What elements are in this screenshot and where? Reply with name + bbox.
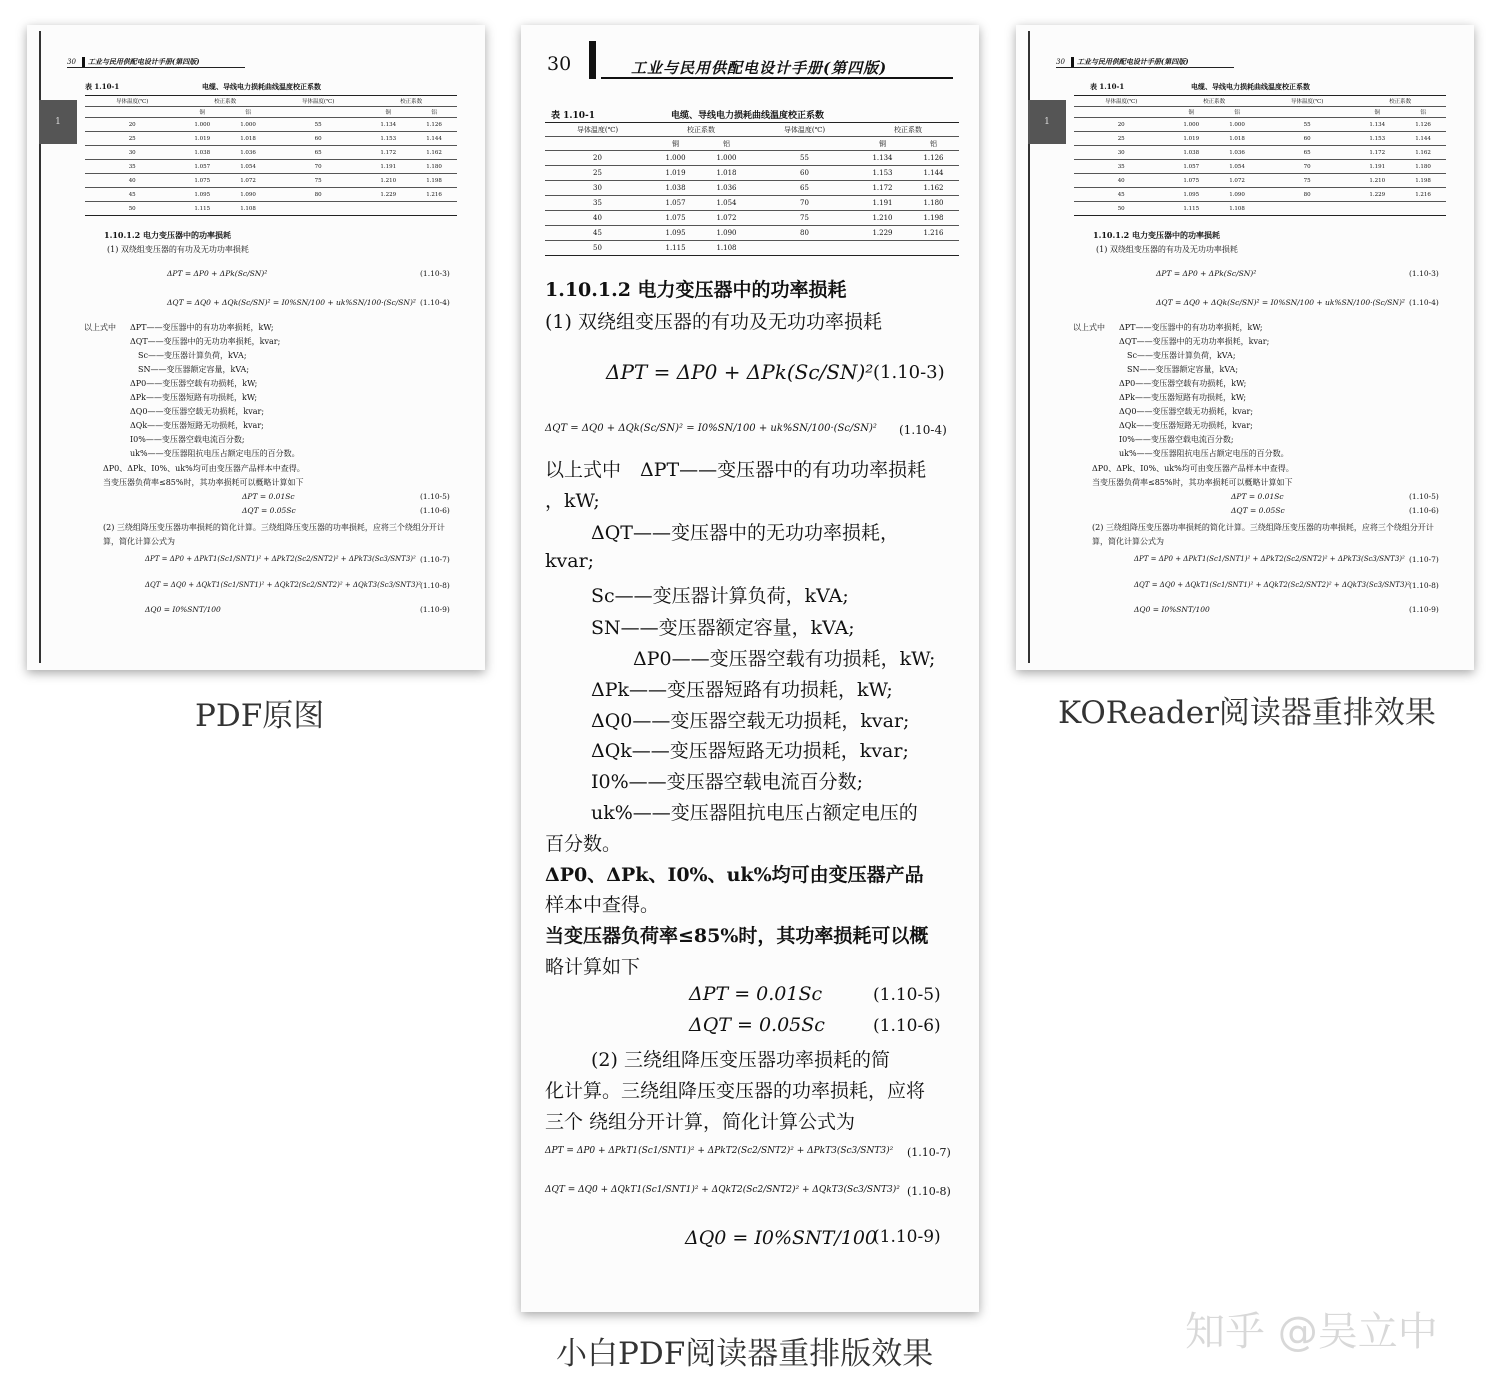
equation-8: ΔQT = ΔQ0 + ΔQkT1(Sc1/SNT1)² + ΔQkT2(Sc2/SNT2)² + ΔQkT3(Sc3/SNT3)² [1134,581,1410,589]
definition: I0%——变压器空载电流百分数; [1119,435,1234,444]
definition: ΔQT——变压器中的无功功率损耗，kvar; [130,337,281,346]
table-row: 45 1.095 1.090 80 1.229 1.216 [85,188,457,202]
header-rule [601,77,953,79]
page-number: 30 [67,58,76,66]
table-row: 35 1.057 1.054 70 1.191 1.180 [545,196,959,211]
table-row: 20 1.000 1.000 55 1.134 1.126 [545,151,959,166]
equation-number: (1.10-5) [1409,492,1439,501]
equation-number: (1.10-3) [873,362,945,383]
original-pdf-page [27,25,485,670]
th: 导体温度(℃) [85,96,179,107]
definition: I0%——变压器空载电流百分数; [130,435,245,444]
table-row: 20 1.000 1.000 55 1.134 1.126 [1074,118,1446,132]
reflow-page-xiaobai [521,25,979,1312]
correction-table: 导体温度(℃) 校正系数 导体温度(℃) 校正系数 铜 铝 铜 铝 20 1.000 1.000 55 1.134 1.126 25 1.019 1.018 60 1.153 1.144 30 1.038 1.036 65 1.172 1.162 35 1.057 1.054 70 1.191 1.180 40 1.075 1.072 75 1.210 1.198 45 1.095 1.090 80 1.229 1.216 50 1.115 1.108 [545,122,959,256]
table-row: 25 1.019 1.018 60 1.153 1.144 [545,166,959,181]
running-header [67,57,245,68]
definition: Sc——变压器计算负荷，kVA; [138,351,247,360]
table-label: 表 1.10-1 [1090,82,1125,91]
equation-number: (1.10-8) [907,1185,951,1198]
equation-number: (1.10-7) [420,555,450,564]
definition: ΔQk——变压器短路无功损耗，kvar; [591,740,909,762]
caption-xiaobai: 小白PDF阅读器重排版效果 [556,1336,934,1372]
note-2: 当变压器负荷率≤85%时，其功率损耗可以概略计算如下 [1092,478,1293,487]
subsection-1: (1) 双绕组变压器的有功及无功功率损耗 [1096,245,1238,254]
reflow-line: kvar; [545,550,595,572]
definition: uk%——变压器阻抗电压占额定电压的百分数。 [1119,449,1289,458]
equation-number: (1.10-9) [420,605,450,614]
reflow-line: ，kW; [545,490,600,512]
definition: ΔPk——变压器短路有功损耗，kW; [1119,393,1247,402]
table-row: 45 1.095 1.090 80 1.229 1.216 [545,226,959,241]
where-prefix: 以上式中 [1073,323,1105,332]
page-content [1016,25,1474,670]
table-row: 50 1.115 1.108 [545,241,959,256]
definition: ΔQ0——变压器空载无功损耗，kvar; [1119,407,1254,416]
table-row: 30 1.038 1.036 65 1.172 1.162 [545,181,959,196]
equation-4: ΔQT = ΔQ0 + ΔQk(Sc/SN)² = I0%SN/100 + uk%SN/100·(Sc/SN)² [1156,298,1405,307]
table-label: 表 1.10-1 [551,111,596,121]
equation-number: (1.10-6) [420,506,450,515]
definition: Sc——变压器计算负荷，kVA; [1127,351,1236,360]
equation-number: (1.10-3) [420,269,450,278]
table-title: 电缆、导线电力损耗曲线温度校正系数 [671,111,825,121]
note-2: 当变压器负荷率≤85%时，其功率损耗可以概略计算如下 [103,478,304,487]
equation-4: ΔQT = ΔQ0 + ΔQk(Sc/SN)² = I0%SN/100 + uk%SN/100·(Sc/SN)² [167,298,416,307]
equation-number: (1.10-9) [873,1227,941,1247]
equation-9: ΔQ0 = I0%SNT/100 [685,1227,878,1249]
reflow-line: 样本中查得。 [545,894,660,916]
subsection-1: (1) 双绕组变压器的有功及无功功率损耗 [107,245,249,254]
page-number: 30 [547,53,572,75]
subsection-2: (2) 三绕组降压变压器功率损耗的简化计算。三绕组降压变压器的功率损耗，应将三个绕组分开计算，简化计算公式为 [103,523,445,546]
definition: ΔQ0——变压器空载无功损耗，kvar; [591,710,910,732]
section-heading: 1.10.1.2 电力变压器中的功率损耗 [1093,230,1220,240]
reflow-page-koreader [1016,25,1474,670]
equation-number: (1.10-9) [1409,605,1439,614]
definition: SN——变压器额定容量，kVA; [138,365,250,374]
reflow-line: 以上式中 ΔPT——变压器中的有功功率损耗 [545,459,927,481]
definition: ΔP0——变压器空载有功损耗，kW; [1119,379,1247,388]
book-title: 工业与民用供配电设计手册(第四版) [1071,57,1189,67]
book-title: 工业与民用供配电设计手册(第四版) [631,59,888,77]
equation-number: (1.10-3) [1409,269,1439,278]
th: 铜 [365,107,411,118]
equation-number: (1.10-7) [907,1146,951,1159]
definition: ΔPk——变压器短路有功损耗，kW; [591,679,893,701]
note-1: ΔP0、ΔPk、I0%、uk%均可由变压器产品样本中查得。 [103,464,305,473]
th: 校正系数 [179,96,271,107]
correction-table [85,95,457,216]
subsection-1: (1) 双绕组变压器的有功及无功功率损耗 [545,311,882,333]
table-row: 35 1.057 1.054 70 1.191 1.180 [1074,160,1446,174]
reflow-line: ΔQT——变压器中的无功功率损耗， [591,522,899,544]
table-row: 50 1.115 1.108 [1074,202,1446,216]
equation-5: ΔPT = 0.01Sc [242,492,295,501]
book-title: 工业与民用供配电设计手册(第四版) [82,57,200,67]
section-heading: 1.10.1.2 电力变压器中的功率损耗 [545,279,847,301]
definition: ΔQk——变压器短路无功损耗，kvar; [130,421,264,430]
definition: ΔPT——变压器中的有功功率损耗，kW; [1119,323,1263,332]
th: 导体温度(℃) [271,96,365,107]
reflow-line: 百分数。 [545,833,622,855]
equation-3: ΔPT = ΔP0 + ΔPk(Sc/SN)² [1156,269,1257,278]
definition: I0%——变压器空载电流百分数; [591,771,864,793]
table-title: 电缆、导线电力损耗曲线温度校正系数 [202,82,321,91]
definition: SN——变压器额定容量，kVA; [591,617,855,639]
reflow-line: 化计算。三绕组降压变压器的功率损耗，应将 [545,1080,926,1102]
section-heading: 1.10.1.2 电力变压器中的功率损耗 [104,230,231,240]
correction-table: 导体温度(℃) 校正系数 导体温度(℃) 校正系数 铜 铝 铜 铝 20 1.000 1.000 55 1.134 1.126 25 1.019 1.018 60 1.153 1.144 30 1.038 1.036 65 1.172 1.162 35 1.057 1.054 70 1.191 1.180 40 1.075 1.072 75 1.210 1.198 45 1.095 1.090 80 1.229 1.216 50 1.115 1.108 [1074,95,1446,216]
equation-number: (1.10-4) [420,298,450,307]
definition: uk%——变压器阻抗电压占额定电压的 [591,802,918,824]
equation-8: ΔQT = ΔQ0 + ΔQkT1(Sc1/SNT1)² + ΔQkT2(Sc2/SNT2)² + ΔQkT3(Sc3/SNT3)² [545,1185,900,1195]
table-row: 25 1.019 1.018 60 1.153 1.144 [85,132,457,146]
reflow-line: 略计算如下 [545,956,641,978]
equation-number: (1.10-4) [1409,298,1439,307]
equation-number: (1.10-8) [1409,581,1439,590]
equation-6: ΔQT = 0.05Sc [242,506,296,515]
equation-5: ΔPT = 0.01Sc [1231,492,1284,501]
equation-7: ΔPT = ΔP0 + ΔPkT1(Sc1/SNT1)² + ΔPkT2(Sc2/SNT2)² + ΔPkT3(Sc3/SNT3)² [545,1146,894,1156]
definition: ΔQT——变压器中的无功功率损耗，kvar; [1119,337,1270,346]
equation-number: (1.10-6) [873,1016,941,1036]
definition: ΔPk——变压器短路有功损耗，kW; [130,393,258,402]
chapter-tab: 1 [1028,100,1066,144]
reflow-line: (2) 三绕组降压变压器功率损耗的简 [591,1049,890,1071]
equation-9: ΔQ0 = I0%SNT/100 [1134,605,1210,614]
table-row: 40 1.075 1.072 75 1.210 1.198 [545,211,959,226]
definition: uk%——变压器阻抗电压占额定电压的百分数。 [130,449,300,458]
equation-5: ΔPT = 0.01Sc [689,983,823,1005]
where-prefix: 以上式中 [84,323,116,332]
equation-4: ΔQT = ΔQ0 + ΔQk(Sc/SN)² = I0%SN/100 + uk%SN/100·(Sc/SN)² [545,423,877,434]
th: 校正系数 [365,96,457,107]
equation-3: ΔPT = ΔP0 + ΔPk(Sc/SN)² [606,360,874,384]
caption-original: PDF原图 [195,698,325,734]
definition: ΔQ0——变压器空载无功损耗，kvar; [130,407,265,416]
table-row: 25 1.019 1.018 60 1.153 1.144 [1074,132,1446,146]
equation-9: ΔQ0 = I0%SNT/100 [145,605,221,614]
table-row: 30 1.038 1.036 65 1.172 1.162 [1074,146,1446,160]
header-bar [589,41,596,79]
running-header [1056,57,1234,68]
table-row: 40 1.075 1.072 75 1.210 1.198 [1074,174,1446,188]
note-1: ΔP0、ΔPk、I0%、uk%均可由变压器产品样本中查得。 [1092,464,1294,473]
equation-number: (1.10-4) [899,423,947,437]
chapter-tab: 1 [39,100,77,144]
equation-number: (1.10-6) [1409,506,1439,515]
th: 铜 [179,107,225,118]
table-row: 20 1.000 1.000 55 1.134 1.126 [85,118,457,132]
equation-6: ΔQT = 0.05Sc [1231,506,1285,515]
equation-7: ΔPT = ΔP0 + ΔPkT1(Sc1/SNT1)² + ΔPkT2(Sc2/SNT2)² + ΔPkT3(Sc3/SNT3)² [1134,555,1405,563]
equation-3: ΔPT = ΔP0 + ΔPk(Sc/SN)² [167,269,268,278]
th: 铝 [411,107,457,118]
table-title: 电缆、导线电力损耗曲线温度校正系数 [1191,82,1310,91]
th: 铝 [225,107,271,118]
subsection-2: (2) 三绕组降压变压器功率损耗的简化计算。三绕组降压变压器的功率损耗，应将三个绕组分开计算，简化计算公式为 [1092,523,1434,546]
equation-7: ΔPT = ΔP0 + ΔPkT1(Sc1/SNT1)² + ΔPkT2(Sc2/SNT2)² + ΔPkT3(Sc3/SNT3)² [145,555,416,563]
reflow-line: 当变压器负荷率≤85%时，其功率损耗可以概 [545,925,929,947]
table-row: 50 1.115 1.108 [85,202,457,216]
definition: ΔP0——变压器空载有功损耗，kW; [130,379,258,388]
equation-6: ΔQT = 0.05Sc [689,1014,825,1036]
page-number: 30 [1056,58,1065,66]
definition: ΔQk——变压器短路无功损耗，kvar; [1119,421,1253,430]
equation-number: (1.10-8) [420,581,450,590]
definition: ΔPT——变压器中的有功功率损耗，kW; [130,323,274,332]
table-label: 表 1.10-1 [85,82,120,91]
caption-koreader: KOReader阅读器重排效果 [1058,695,1436,731]
equation-number: (1.10-5) [420,492,450,501]
equation-number: (1.10-5) [873,985,941,1005]
equation-number: (1.10-7) [1409,555,1439,564]
equation-8: ΔQT = ΔQ0 + ΔQkT1(Sc1/SNT1)² + ΔQkT2(Sc2/SNT2)² + ΔQkT3(Sc3/SNT3)² [145,581,421,589]
page-content [27,25,485,670]
table-row: 40 1.075 1.072 75 1.210 1.198 [85,174,457,188]
watermark: 知乎 @吴立中 [1185,1309,1438,1355]
definition: ΔP0——变压器空载有功损耗，kW; [633,648,936,670]
definition: SN——变压器额定容量，kVA; [1127,365,1239,374]
reflow-line: 三个 绕组分开计算，简化计算公式为 [545,1111,856,1133]
reflow-line: ΔP0、ΔPk、I0%、uk%均可由变压器产品 [545,864,924,886]
table-row: 30 1.038 1.036 65 1.172 1.162 [85,146,457,160]
table-row: 35 1.057 1.054 70 1.191 1.180 [85,160,457,174]
table-row: 45 1.095 1.090 80 1.229 1.216 [1074,188,1446,202]
definition: Sc——变压器计算负荷，kVA; [591,585,849,607]
